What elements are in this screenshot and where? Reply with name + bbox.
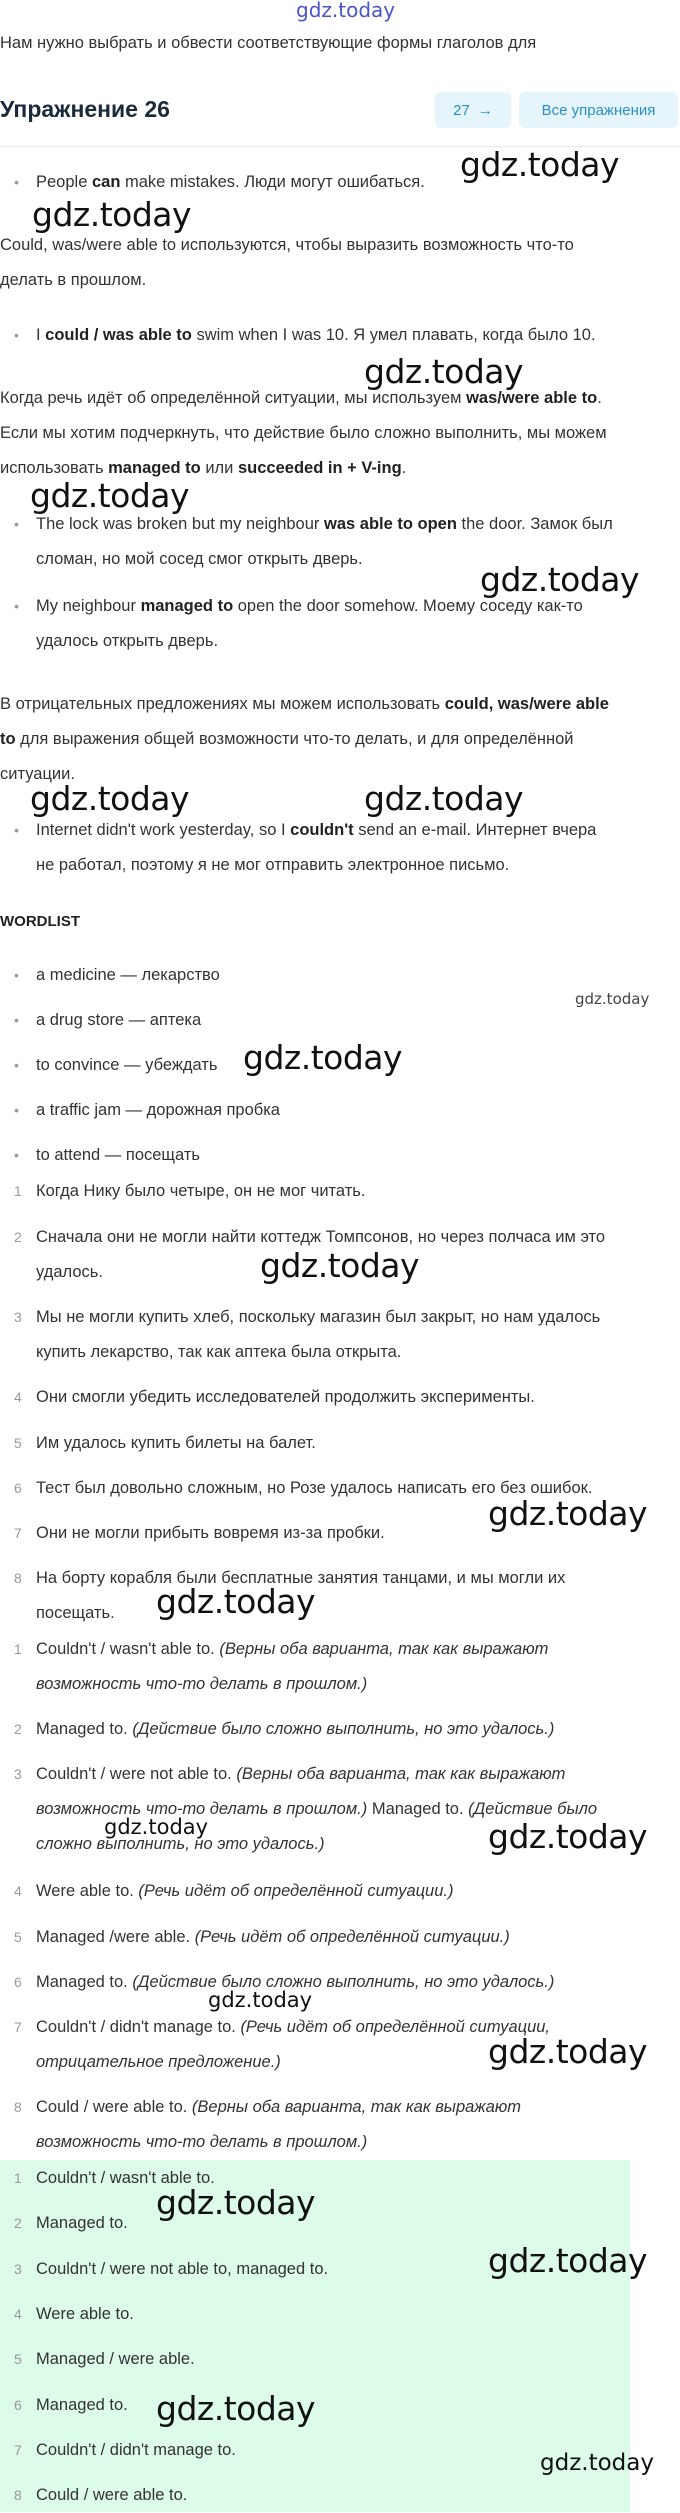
page-title: Упражнение 26: [0, 96, 170, 122]
theory-paragraph: делать в прошлом.: [0, 271, 147, 289]
translation-item: 2 Сначала они не могли найти коттедж Томпсонов, но через полчаса им это удалось.: [14, 1228, 606, 1281]
all-exercises-button[interactable]: Все упражнения: [519, 92, 678, 128]
watermark: gdz.today: [156, 2389, 316, 2428]
watermark: gdz.today: [575, 990, 650, 1008]
translation-item: 1 Когда Нику было четыре, он не мог читать.: [14, 1182, 366, 1200]
answer-item: 1 Couldn't / wasn't able to.: [14, 2169, 215, 2187]
example-continuation: не работал, поэтому я не мог отправить электронное письмо.: [36, 856, 510, 874]
explanation-item: 2 Managed to. (Действие было сложно выполнить, но это удалось.): [14, 1720, 555, 1738]
explanation-item: 7 Couldn't / didn't manage to. (Речь идёт об определённой ситуации, отрицательное предложение.): [14, 2018, 551, 2071]
explanation-item: 4 Were able to. (Речь идёт об определённой ситуации.): [14, 1882, 454, 1900]
answer-item: 8 Could / were able to.: [14, 2486, 188, 2504]
wordlist-heading: WORDLIST: [0, 913, 80, 930]
wordlist-item: • a drug store — аптека: [36, 1003, 676, 1038]
translation-item: 3 Мы не могли купить хлеб, поскольку магазин был закрыт, но нам удалось купить лекарство, так как аптека была открыта.: [14, 1308, 601, 1361]
next-exercise-number: 27: [453, 101, 470, 119]
watermark: gdz.today: [156, 2183, 316, 2222]
explanation-item: 1 Couldn't / wasn't able to. (Верны оба варианта, так как выражают возможность что-то делать в прошлом.): [14, 1640, 549, 1693]
watermark: gdz.today: [540, 2450, 654, 2476]
theory-paragraph: В отрицательных предложениях мы можем использовать could, was/were able: [0, 695, 609, 713]
watermark: gdz.today: [156, 1582, 316, 1621]
wordlist-item: • a medicine — лекарство: [36, 958, 676, 993]
translation-item: 6 Тест был довольно сложным, но Розе удалось написать его без ошибок.: [14, 1479, 593, 1497]
wordlist-item: • a traffic jam — дорожная пробка: [36, 1093, 676, 1128]
intro-text: Нам нужно выбрать и обвести соответствующие формы глаголов для: [0, 34, 537, 52]
watermark: gdz.today: [30, 476, 190, 515]
translation-item: 5 Им удалось купить билеты на балет.: [14, 1434, 316, 1452]
example-was-able: • The lock was broken but my neighbour was able to open the door. Замок был: [36, 507, 676, 542]
watermark: gdz.today: [260, 1246, 420, 1285]
example-continuation: сломан, но мой сосед смог открыть дверь.: [36, 550, 363, 568]
explanation-item: 6 Managed to. (Действие было сложно выполнить, но это удалось.): [14, 1973, 555, 1991]
watermark: gdz.today: [460, 145, 620, 184]
example-can: • People can make mistakes. Люди могут ошибаться.: [36, 165, 676, 200]
example-could: • I could / was able to swim when I was 10. Я умел плавать, когда было 10.: [36, 318, 676, 353]
watermark: gdz.today: [364, 352, 524, 391]
answer-item: 2 Managed to.: [14, 2214, 128, 2232]
watermark: gdz.today: [30, 779, 190, 818]
watermark: gdz.today: [208, 1988, 313, 2012]
next-exercise-button[interactable]: [435, 92, 511, 128]
theory-paragraph: ситуации.: [0, 765, 75, 783]
watermark: gdz.today: [488, 1817, 648, 1856]
translation-item: 8 На борту корабля были бесплатные занятия танцами, и мы могли их посещать.: [14, 1569, 566, 1622]
explanation-item: 3 Couldn't / were not able to. (Верны оба варианта, так как выражают возможность что-то делать в прошлом.) Managed to. (Действие было сложно выполнить, но это удалось.): [14, 1765, 598, 1853]
wordlist-item: • to convince — убеждать: [36, 1048, 676, 1083]
watermark: gdz.today: [32, 195, 192, 234]
theory-paragraph: Could, was/were able to используются, чтобы выразить возможность что-то: [0, 236, 574, 254]
theory-paragraph: to для выражения общей возможности что-то делать, и для определённой: [0, 730, 574, 748]
wordlist-item: • to attend — посещать: [36, 1138, 676, 1173]
translation-item: 7 Они не могли прибыть вовремя из-за пробки.: [14, 1524, 385, 1542]
example-managed: • My neighbour managed to open the door somehow. Моему соседу как-то: [36, 589, 676, 624]
theory-paragraph: использовать managed to или succeeded in + V-ing.: [0, 459, 407, 477]
watermark: gdz.today: [488, 1494, 648, 1533]
example-continuation: удалось открыть дверь.: [36, 632, 219, 650]
watermark: gdz.today: [104, 1815, 209, 1839]
watermark-top: gdz.today: [296, 0, 396, 22]
explanation-item: 5 Managed /were able. (Речь идёт об определённой ситуации.): [14, 1928, 510, 1946]
answer-item: 7 Couldn't / didn't manage to.: [14, 2441, 236, 2459]
theory-paragraph: Когда речь идёт об определённой ситуации, мы используем was/were able to.: [0, 389, 602, 407]
watermark: gdz.today: [243, 1038, 403, 1077]
answer-item: 6 Managed to.: [14, 2396, 128, 2414]
arrow-right-icon: →: [477, 101, 493, 119]
watermark: gdz.today: [364, 779, 524, 818]
example-couldnt: • Internet didn't work yesterday, so I couldn't send an e-mail. Интернет вчера: [36, 813, 676, 848]
explanation-item: 8 Could / were able to. (Верны оба варианта, так как выражают возможность что-то делать в прошлом.): [14, 2098, 521, 2151]
answer-item: 3 Couldn't / were not able to, managed to.: [14, 2260, 329, 2278]
answer-item: 5 Managed / were able.: [14, 2350, 195, 2368]
watermark: gdz.today: [488, 2032, 648, 2071]
answer-item: 4 Were able to.: [14, 2305, 134, 2323]
exercise-header: [0, 92, 680, 128]
watermark: gdz.today: [480, 560, 640, 599]
translation-item: 4 Они смогли убедить исследователей продолжить эксперименты.: [14, 1388, 535, 1406]
watermark: gdz.today: [488, 2241, 648, 2280]
theory-paragraph: Если мы хотим подчеркнуть, что действие было сложно выполнить, мы можем: [0, 424, 607, 442]
